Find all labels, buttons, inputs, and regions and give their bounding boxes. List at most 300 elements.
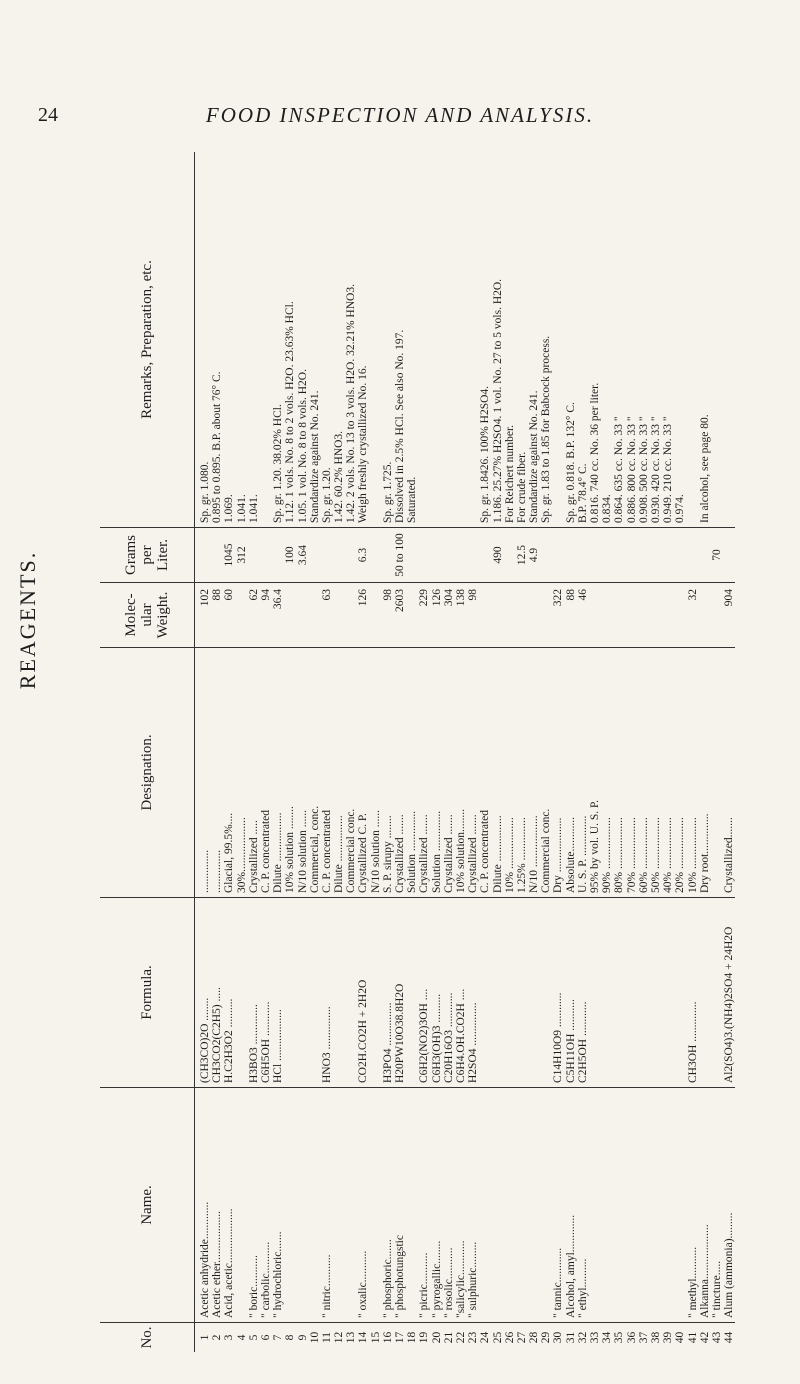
table-cell-gpl [272, 532, 284, 578]
table-cell-remarks: Sp. gr. 1.8426. 100% H2SO4. [479, 385, 492, 523]
table-cell-mw [626, 589, 638, 643]
table-cell-designation: Commercial, conc. [308, 805, 321, 893]
table-cell-gpl [382, 532, 394, 578]
table-cell-gpl [650, 532, 662, 578]
table-cell-no: 3 [223, 1334, 236, 1341]
table-cell-name [297, 1092, 309, 1318]
table-cell-no: 37 [637, 1331, 650, 1344]
table-cell-no: 7 [272, 1334, 285, 1341]
table-cell-formula: C6H3(OH)3 .......... [430, 993, 443, 1083]
table-cell-name [674, 1092, 686, 1318]
table-cell-no: 41 [686, 1331, 699, 1344]
table-cell-no: 28 [528, 1331, 541, 1344]
table-cell-designation: Crystallized ....... [467, 814, 480, 893]
table-cell-gpl [723, 532, 735, 578]
table-cell-gpl: 3.64 [296, 544, 309, 566]
table-cell-no: 44 [723, 1331, 736, 1344]
table-cell-name [540, 1092, 552, 1318]
table-cell-formula: C20H16O3 ............ [442, 992, 455, 1083]
table-cell-mw: 304 [442, 589, 455, 607]
table-cell-mw [479, 589, 491, 643]
table-cell-mw: 94 [259, 589, 272, 601]
table-cell-no: 30 [552, 1331, 565, 1344]
table-cell-formula [601, 902, 613, 1083]
table-cell-mw: 60 [223, 589, 236, 601]
table-cell-gpl: 490 [491, 546, 504, 564]
table-cell-name [528, 1092, 540, 1318]
table-cell-designation: ............... [211, 849, 224, 893]
table-cell-mw: 138 [454, 589, 467, 607]
table-cell-name: " rosolic........... [442, 1247, 455, 1318]
table-cell-name: " methyl........... [686, 1246, 699, 1318]
table-cell-gpl: 70 [710, 549, 723, 561]
table-cell-no: 40 [674, 1331, 687, 1344]
table-cell-remarks: Dissolved in 2.5% HCl. See also No. 197. [394, 329, 406, 523]
table-cell-remarks: 1.12. 1 vols. No. 8 to 2 vols. H2O. 23.63% HCl. [284, 301, 297, 523]
table-cell-formula: C5H11OH ........... [564, 999, 577, 1083]
table-cell-remarks: Sp. gr. 1.080. [199, 461, 211, 523]
table-cell-no: 18 [406, 1331, 419, 1344]
table-cell-no: 9 [296, 1334, 309, 1341]
table-cell-formula: C14H10O9 ............ [552, 992, 565, 1083]
table-cell-formula [650, 902, 662, 1083]
table-cell-mw: 63 [320, 589, 333, 601]
table-cell-designation: Commercial conc. [540, 808, 553, 893]
table-cell-name: Alcohol, amyl............. [564, 1214, 577, 1318]
table-cell-remarks: In alcohol, see page 80. [698, 414, 711, 523]
table-cell-name: Alum (ammonia)......... [723, 1212, 736, 1318]
table-cell-gpl [211, 532, 223, 578]
table-cell-remarks: 0.908. 500 cc. No. 33 " [637, 416, 650, 523]
table-cell-remarks: 0.886. 800 cc. No. 33 " [625, 416, 638, 523]
table-cell-remarks: 1.069. [223, 494, 236, 523]
table-cell-gpl: 4.9 [528, 547, 541, 563]
table-cell-designation: Commercial conc. [345, 808, 358, 893]
table-cell-designation: Solution .............. [430, 810, 443, 893]
table-cell-formula [492, 902, 504, 1083]
table-cell-formula: C6H5OH ............ [259, 1001, 272, 1083]
table-cell-mw [370, 589, 382, 643]
table-cell-gpl [699, 532, 711, 578]
table-cell-designation: N/10 solution ...... [296, 809, 309, 893]
header-name: Name. [100, 1087, 195, 1322]
table-cell-no: 31 [564, 1331, 577, 1344]
table-cell-name [638, 1092, 650, 1318]
table-cell-no: 42 [698, 1331, 711, 1344]
header-grams-per-liter: Grams per Liter. [100, 527, 195, 582]
table-cell-name: " pyrogallic........ [430, 1240, 443, 1318]
table-cell-name: " picric........... [418, 1252, 431, 1318]
col-grams-per-liter [195, 527, 735, 582]
table-cell-mw: 46 [576, 589, 589, 601]
table-cell-designation: 10% solution........ [454, 808, 467, 893]
table-cell-designation: Crystallized C. P. [357, 813, 370, 893]
table-cell-remarks: 1.42. 2 vols. No. 13 to 3 vols. H2O. 32.21% HNO3. [345, 284, 358, 523]
table-cell-mw [528, 589, 540, 643]
table-cell-formula: H20PW10O38.8H2O [394, 983, 406, 1083]
table-header [100, 152, 195, 1352]
table-cell-designation: C. P. concentrated [479, 809, 492, 893]
page-number: 24 [38, 104, 58, 126]
table-cell-mw: 126 [357, 589, 370, 607]
table-cell-formula [479, 902, 491, 1083]
table-cell-name [406, 1092, 418, 1318]
table-cell-mw: 102 [199, 589, 211, 607]
table-cell-gpl: 100 [284, 546, 297, 564]
table-cell-name: "salicylic............ [454, 1240, 467, 1318]
table-cell-formula [540, 902, 552, 1083]
table-cell-remarks: 1.05. 1 vol. No. 8 to 8 vols. H2O. [296, 369, 309, 523]
table-cell-remarks: 1.42. 60.2% HNO3. [333, 431, 346, 523]
table-cell-formula [638, 902, 650, 1083]
table-cell-formula [297, 902, 309, 1083]
table-cell-name [333, 1092, 345, 1318]
table-cell-remarks: Saturated. [406, 476, 419, 523]
header-designation: Designation. [100, 647, 195, 897]
table-cell-mw [236, 589, 248, 643]
table-cell-remarks: 0.834. [601, 494, 614, 523]
table-cell-mw [650, 589, 662, 643]
table-cell-name: " hydrochloric....... [272, 1231, 285, 1318]
table-cell-name [236, 1092, 248, 1318]
table-cell-remarks: 1.186. 25.27% H2SO4. 1 vol. No. 27 to 5 vols. H2O. [491, 278, 504, 523]
table-cell-remarks: 0.949. 210 cc. No. 33 " [662, 416, 675, 523]
table-cell-name: Acid, acetic................... [223, 1208, 236, 1318]
table-cell-formula [236, 902, 248, 1083]
table-cell-mw [516, 589, 528, 643]
table-cell-designation: 90% .................. [601, 817, 614, 893]
table-cell-formula: HNO3 ............... [320, 1006, 333, 1083]
table-cell-remarks [370, 156, 382, 523]
table-cell-formula: H2SO4 ............... [467, 1002, 480, 1083]
table-cell-gpl: 1045 [223, 543, 236, 567]
table-cell-name: " phosphoric....... [381, 1239, 394, 1318]
side-title: REAGENTS. [15, 550, 40, 690]
table-cell-remarks [552, 156, 564, 523]
table-cell-no: 4 [235, 1334, 248, 1341]
table-cell-gpl [565, 532, 577, 578]
table-cell-formula [345, 902, 357, 1083]
table-cell-designation: Crystallized ....... [394, 814, 406, 893]
table-cell-name: Acetic ether.................. [211, 1211, 224, 1318]
header-remarks: Remarks, Preparation, etc. [100, 152, 195, 527]
table-cell-no: 6 [259, 1334, 272, 1341]
table-cell-name: Alkanna................... [698, 1224, 711, 1318]
table-cell-formula: CH3CO2(C2H5) ..... [211, 987, 224, 1083]
table-cell-formula: C2H5OH ............ [576, 1001, 589, 1083]
reagents-table [100, 152, 736, 1352]
table-cell-no: 39 [662, 1331, 675, 1344]
table-cell-name [345, 1092, 357, 1318]
table-cell-formula [626, 902, 638, 1083]
table-cell-no: 8 [284, 1334, 297, 1341]
table-cell-gpl [687, 532, 699, 578]
table-cell-remarks: Standardize against No. 241. [308, 390, 321, 523]
table-cell-designation: Crystallized ....... [442, 814, 455, 893]
table-cell-remarks: Sp. gr. 1.725. [381, 461, 394, 523]
table-cell-mw [711, 589, 723, 643]
table-cell-gpl [370, 532, 382, 578]
table-cell-formula [662, 902, 674, 1083]
table-cell-mw [613, 589, 625, 643]
table-cell-name: " phosphotungstic [394, 1235, 406, 1318]
table-cell-name: " ethyl.......... [576, 1258, 589, 1318]
table-cell-mw: 904 [723, 589, 736, 607]
table-cell-name [504, 1092, 516, 1318]
table-cell-no: 11 [320, 1331, 333, 1344]
table-cell-remarks [455, 156, 467, 523]
table-cell-formula [516, 902, 528, 1083]
table-cell-mw: 32 [686, 589, 699, 601]
table-cell-mw [345, 589, 357, 643]
table-cell-no: 21 [442, 1331, 455, 1344]
col-no [195, 1322, 735, 1352]
table-cell-no: 43 [710, 1331, 723, 1344]
table-cell-remarks [418, 156, 430, 523]
table-cell-mw: 98 [381, 589, 394, 601]
table-cell-mw [284, 589, 296, 643]
col-name [195, 1087, 735, 1322]
table-cell-gpl: 50 to 100 [394, 533, 406, 577]
table-cell-gpl [406, 532, 418, 578]
table-cell-name [370, 1092, 382, 1318]
table-cell-gpl: 6.3 [357, 547, 370, 563]
table-cell-name [601, 1092, 613, 1318]
table-cell-designation: C. P. concentrated [259, 809, 272, 893]
table-cell-designation: 10% .................. [503, 817, 516, 893]
table-cell-remarks: B.P. 78.4° C. [576, 463, 589, 523]
table-cell-formula [309, 902, 321, 1083]
table-cell-designation: N/10 .................. [528, 815, 541, 893]
table-cell-remarks [443, 156, 455, 523]
table-cell-designation: Dilute ................ [491, 815, 504, 893]
table-cell-designation: 10% .................. [686, 817, 699, 893]
table-cell-mw: 322 [552, 589, 565, 607]
table-cell-no: 2 [211, 1334, 224, 1341]
table-cell-formula [370, 902, 382, 1083]
table-cell-remarks: 0.974. [674, 494, 687, 523]
table-cell-formula: C6H4.OH.CO2H .... [454, 988, 467, 1083]
table-cell-designation: ............... [199, 849, 211, 893]
table-cell-gpl [613, 532, 625, 578]
table-cell-mw: 126 [430, 589, 443, 607]
table-cell-no: 24 [479, 1331, 492, 1344]
table-cell-formula [528, 902, 540, 1083]
table-cell-gpl [309, 532, 321, 578]
table-cell-remarks: Sp. gr. 1.83 to 1.85 for Babcock process. [540, 335, 553, 523]
table-cell-gpl [260, 532, 272, 578]
table-cell-formula [711, 902, 723, 1083]
table-cell-remarks: 1.041. [247, 494, 260, 523]
table-cell-remarks: Sp. gr. 1.20. [320, 467, 333, 523]
table-cell-no: 15 [369, 1331, 382, 1344]
table-cell-remarks: 0.930. 420 cc. No. 33 " [649, 416, 662, 523]
table-cell-name [626, 1092, 638, 1318]
table-cell-gpl: 12.5 [515, 544, 528, 566]
table-cell-designation: 30%................... [235, 817, 248, 893]
table-cell-name: " oxalic........... [357, 1250, 370, 1318]
table-cell-gpl [540, 532, 552, 578]
table-cell-no: 35 [613, 1331, 626, 1344]
table-cell-gpl [333, 532, 345, 578]
table-cell-remarks: For crude fiber. [515, 451, 528, 523]
header-no: No. [100, 1322, 195, 1352]
table-cell-gpl [626, 532, 638, 578]
table-cell-name [662, 1092, 674, 1318]
table-cell-no: 34 [601, 1331, 614, 1344]
table-cell-no: 27 [515, 1331, 528, 1344]
table-cell-formula: H3PO4 ............... [381, 1002, 394, 1083]
table-cell-name: Acetic anhydride............. [199, 1201, 211, 1318]
header-molecular-weight: Molec-ular Weight. [100, 582, 195, 647]
table-cell-name: " tannic............ [552, 1247, 565, 1318]
table-cell-designation: Dilute ................. [272, 812, 285, 893]
table-cell-mw: 88 [564, 589, 577, 601]
table-cell-remarks: Sp. gr. 1.20. 38.02% HCl. [272, 404, 285, 523]
table-cell-formula: CO2H.CO2H + 2H2O [357, 979, 370, 1083]
table-cell-gpl [662, 532, 674, 578]
col-remarks [195, 152, 735, 527]
table-cell-designation: 50% .................. [649, 817, 662, 893]
table-cell-no: 14 [357, 1331, 370, 1344]
reagents-table-rotated [100, 152, 736, 1352]
header-formula: Formula. [100, 897, 195, 1087]
table-cell-designation: 40% .................. [662, 817, 675, 893]
table-cell-formula [589, 902, 601, 1083]
table-cell-designation: Dry root.............. [698, 813, 711, 893]
table-cell-name [613, 1092, 625, 1318]
table-cell-mw [333, 589, 345, 643]
table-cell-gpl [601, 532, 613, 578]
table-cell-mw [662, 589, 674, 643]
table-cell-mw [638, 589, 650, 643]
table-cell-no: 13 [345, 1331, 358, 1344]
table-cell-no: 25 [491, 1331, 504, 1344]
table-cell-mw: 2603 [394, 589, 406, 612]
table-cell-designation: 60% .................. [637, 817, 650, 893]
table-cell-no: 1 [199, 1334, 211, 1341]
table-cell-formula [504, 902, 516, 1083]
table-cell-formula [284, 902, 296, 1083]
table-cell-gpl [504, 532, 516, 578]
table-cell-no: 32 [576, 1331, 589, 1344]
table-cell-formula [333, 902, 345, 1083]
table-cell-mw [309, 589, 321, 643]
table-cell-mw: 62 [247, 589, 260, 601]
table-cell-name: " carbolic........... [259, 1241, 272, 1318]
table-cell-gpl [638, 532, 650, 578]
table-cell-formula: CH3OH .............. [686, 1001, 699, 1083]
table-cell-gpl [443, 532, 455, 578]
table-cell-mw [492, 589, 504, 643]
table-cell-remarks: Weigh freshly crystallized No. 16. [357, 365, 370, 523]
table-cell-no: 16 [381, 1331, 394, 1344]
table-cell-designation [711, 652, 723, 893]
table-cell-formula [674, 902, 686, 1083]
table-cell-designation: S. P. sirupy ........ [381, 815, 394, 893]
table-cell-mw [406, 589, 418, 643]
table-cell-designation: Glacial, 99.5%.... [223, 812, 236, 893]
table-cell-mw [601, 589, 613, 643]
table-cell-formula [613, 902, 625, 1083]
table-cell-designation: Dilute ................ [333, 815, 346, 893]
table-cell-mw [699, 589, 711, 643]
table-cell-name [284, 1092, 296, 1318]
table-cell-designation: Solution .............. [406, 810, 419, 893]
table-cell-designation: C. P. concentrated [320, 809, 333, 893]
table-cell-designation: 80% .................. [613, 817, 626, 893]
table-cell-designation: Absolute............ [564, 816, 577, 893]
table-cell-name: " sulphuric......... [467, 1241, 480, 1318]
table-cell-designation: N/10 solution ...... [369, 809, 382, 893]
table-cell-remarks: 0.864. 635 cc. No. 33 " [613, 416, 626, 523]
table-cell-designation: Crystallized ....... [418, 814, 431, 893]
table-cell-designation: 20% .................. [674, 817, 687, 893]
table-cell-remarks: 0.895 to 0.895. B.P. about 76° C. [211, 371, 224, 523]
table-cell-mw: 88 [211, 589, 224, 601]
table-cell-no: 19 [418, 1331, 431, 1344]
table-cell-no: 22 [454, 1331, 467, 1344]
table-cell-no: 38 [649, 1331, 662, 1344]
col-molecular-weight [195, 582, 735, 647]
table-cell-gpl [674, 532, 686, 578]
table-cell-name: " nitric........... [320, 1254, 333, 1318]
table-cell-gpl [431, 532, 443, 578]
table-cell-gpl [577, 532, 589, 578]
table-cell-formula: H.C2H3O2 .......... [223, 998, 236, 1083]
table-body [195, 152, 736, 1352]
table-cell-name [309, 1092, 321, 1318]
table-cell-gpl [345, 532, 357, 578]
table-cell-mw [674, 589, 686, 643]
table-cell-formula: Al2(SO4)3.(NH4)2SO4 + 24H2O [723, 926, 736, 1083]
table-cell-no: 12 [333, 1331, 346, 1344]
col-designation [195, 647, 735, 897]
table-cell-formula [699, 902, 711, 1083]
table-cell-no: 20 [430, 1331, 443, 1344]
table-cell-designation: Dry ................... [552, 817, 565, 893]
table-cell-gpl [589, 532, 601, 578]
table-cell-mw [504, 589, 516, 643]
table-cell-name [650, 1092, 662, 1318]
table-cell-no: 29 [540, 1331, 553, 1344]
table-cell-no: 5 [247, 1334, 260, 1341]
table-cell-remarks: 0.816. 740 cc. No. 36 per liter. [589, 382, 601, 523]
table-cell-remarks [723, 156, 735, 523]
table-cell-no: 23 [467, 1331, 480, 1344]
table-cell-no: 17 [394, 1331, 406, 1344]
table-cell-name [479, 1092, 491, 1318]
table-cell-gpl [321, 532, 333, 578]
table-cell-remarks: For Reichert number. [503, 424, 516, 523]
table-cell-remarks [711, 156, 723, 523]
table-cell-mw [297, 589, 309, 643]
table-cell-name [492, 1092, 504, 1318]
table-cell-name: " boric........... [247, 1255, 260, 1318]
table-cell-designation: 1.25% ............... [515, 817, 528, 893]
table-cell-formula: HCl .................. [272, 1009, 285, 1083]
table-cell-remarks [260, 156, 272, 523]
table-cell-gpl [418, 532, 430, 578]
table-cell-gpl [455, 532, 467, 578]
table-cell-formula: C6H2(NO2)3OH .... [418, 988, 431, 1083]
table-cell-name [516, 1092, 528, 1318]
table-cell-no: 36 [625, 1331, 638, 1344]
table-cell-gpl [199, 532, 211, 578]
table-cell-name [589, 1092, 601, 1318]
table-cell-remarks [467, 156, 479, 523]
table-cell-remarks: Standardize against No. 241. [528, 390, 541, 523]
